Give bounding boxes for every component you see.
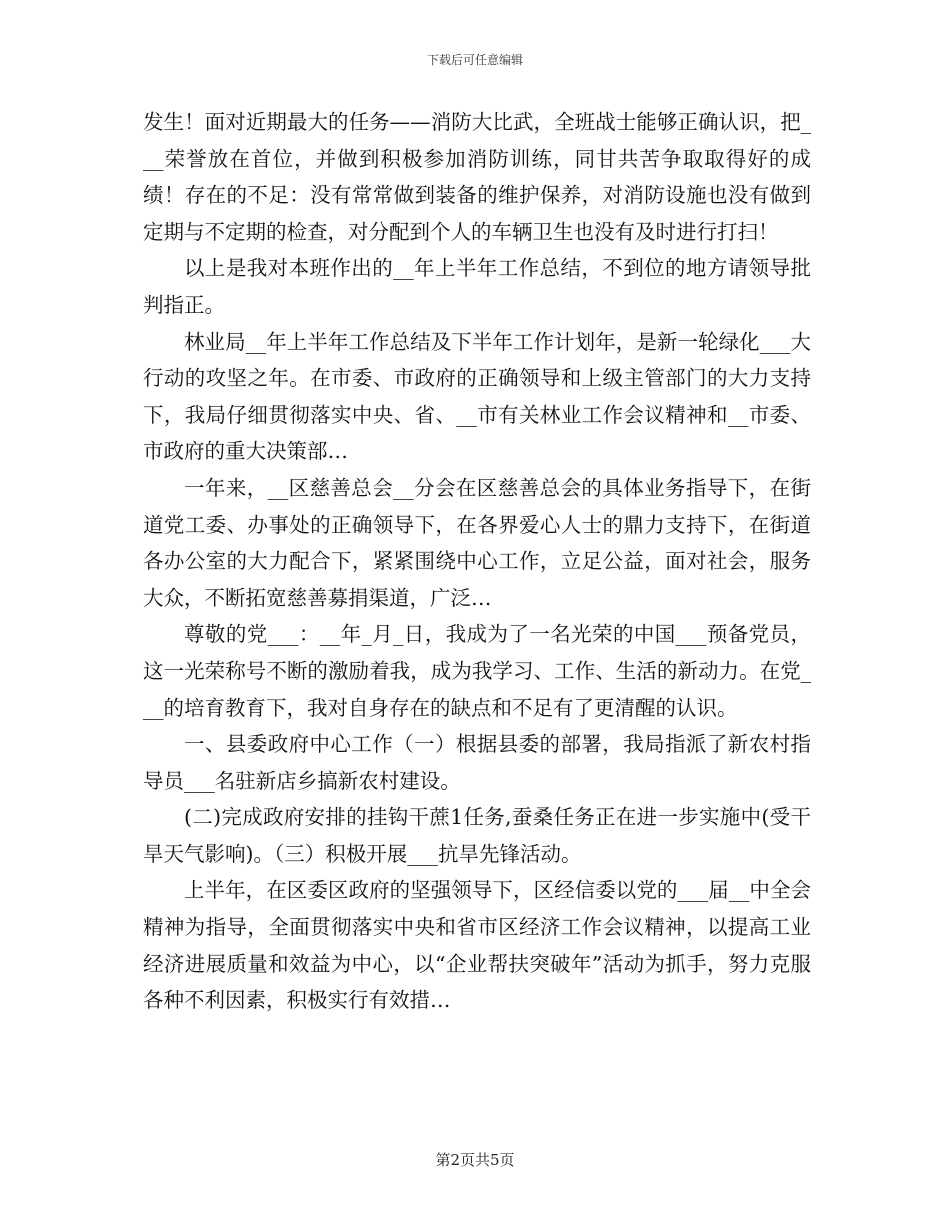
page-header: 下载后可任意编辑: [426, 53, 523, 67]
paragraph: 一、县委政府中心工作（一）根据县委的部署，我局指派了新农村指导员___名驻新店乡搞新农村建设。: [143, 732, 811, 793]
paragraph: (二)完成政府安排的挂钩干蔗1任务,蚕桑任务正在进一步实施中(受干旱天气影响)。（三）积极开展___抗旱先锋活动。: [143, 805, 811, 866]
document-body: [143, 104, 811, 1019]
page-number: 第2页共5页: [435, 1151, 515, 1169]
paragraph: 以上是我对本班作出的__年上半年工作总结，不到位的地方请领导批判指正。: [143, 256, 811, 317]
paragraph: 林业局__年上半年工作总结及下半年工作计划年，是新一轮绿化___大行动的攻坚之年。在市委、市政府的正确领导和上级主管部门的大力支持下，我局仔细贯彻落实中央、省、__市有关林业工作会议精神和__市委、市政府的重大决策部…: [143, 329, 811, 464]
paragraph: 尊敬的党___：__年_月_日，我成为了一名光荣的中国___预备党员，这一光荣称号不断的激励着我，成为我学习、工作、生活的新动力。在党___的培育教育下，我对自身存在的缺点和不足有了更清醒的认识。: [143, 622, 811, 720]
paragraph: 上半年，在区委区政府的坚强领导下，区经信委以党的___届__中全会精神为指导，全面贯彻落实中央和省市区经济工作会议精神，以提高工业经济进展质量和效益为中心，以“企业帮扶突破年”活动为抓手，努力克服各种不利因素，积极实行有效措…: [143, 878, 811, 1013]
paragraph: 一年来，__区慈善总会__分会在区慈善总会的具体业务指导下，在街道党工委、办事处的正确领导下，在各界爱心人士的鼎力支持下，在街道各办公室的大力配合下，紧紧围绕中心工作，立足公益，面对社会，服务大众，不断拓宽慈善募捐渠道，广泛…: [143, 475, 811, 610]
paragraph: 发生！面对近期最大的任务——消防大比武，全班战士能够正确认识，把___荣誉放在首位，并做到积极参加消防训练，同甘共苦争取取得好的成绩！存在的不足：没有常常做到装备的维护保养，对消防设施也没有做到定期与不定期的检查，对分配到个人的车辆卫生也没有及时进行打扫！: [143, 110, 811, 244]
